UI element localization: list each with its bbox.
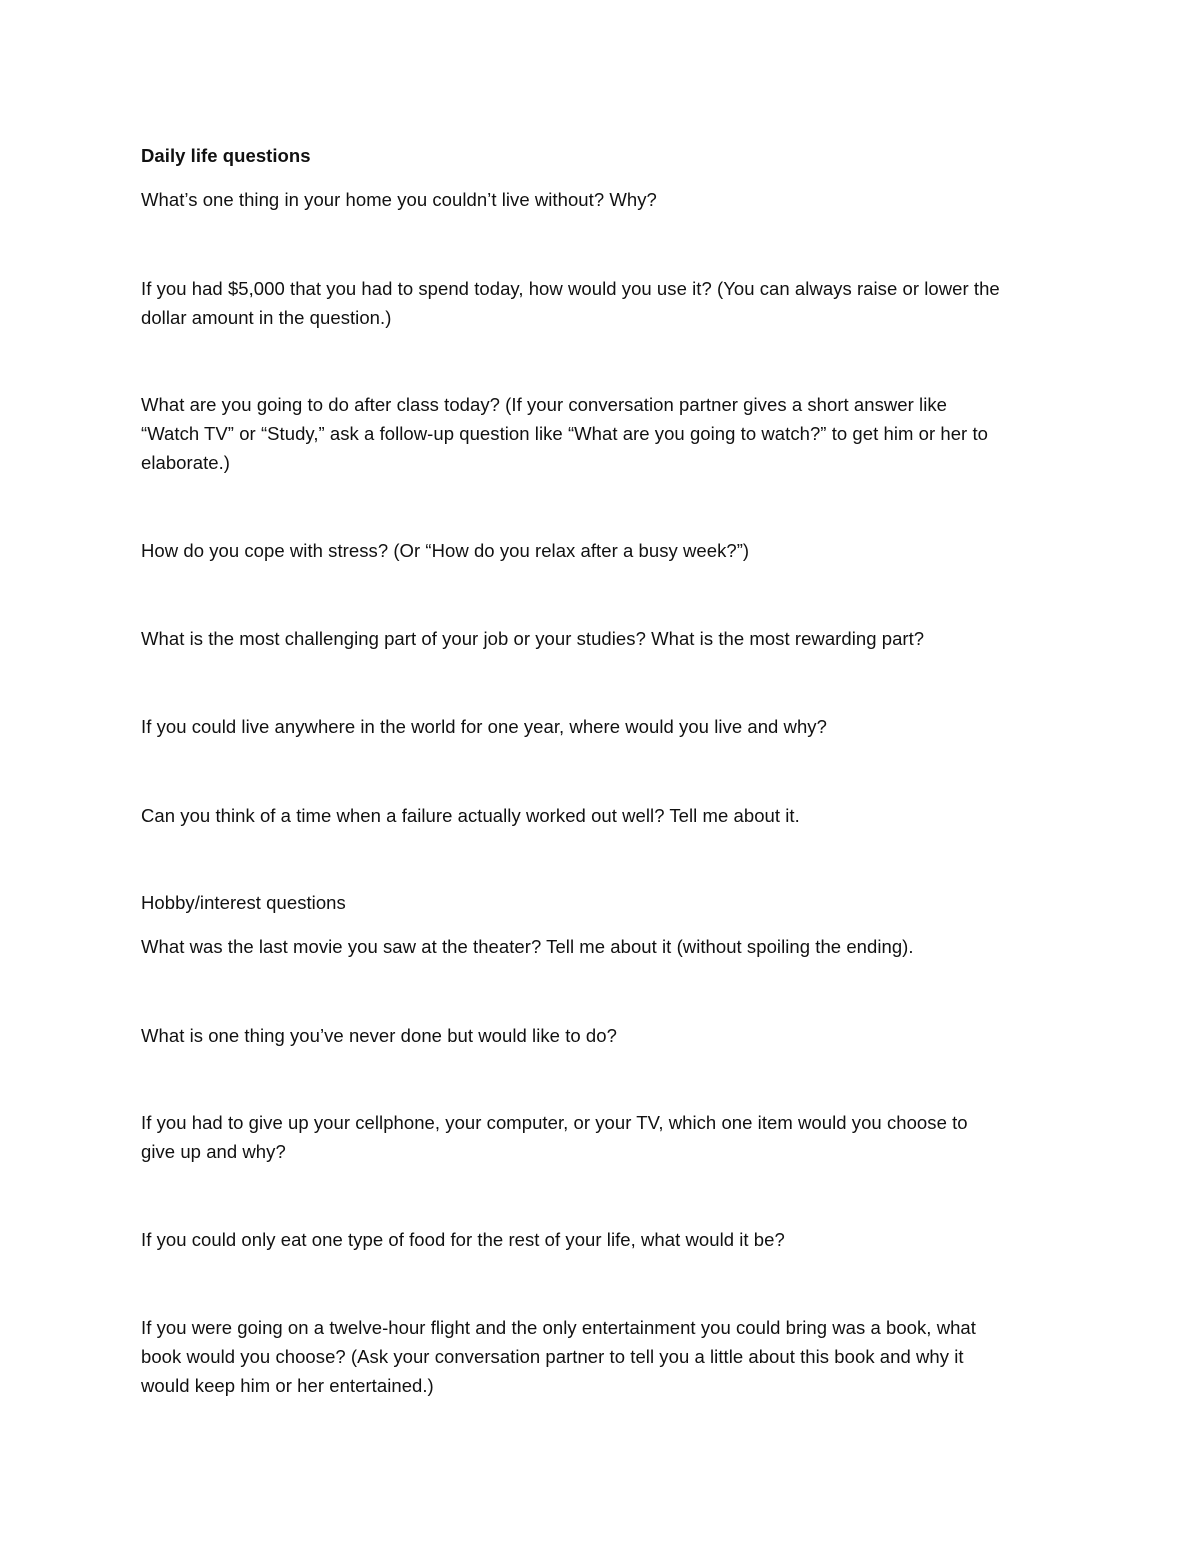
question-12-line-1: If you were going on a twelve-hour flight and the only entertainment you could bring was a book, what (141, 1317, 976, 1338)
question-6: If you could live anywhere in the world for one year, where would you live and why? (141, 716, 827, 737)
question-2-line-2: dollar amount in the question.) (141, 307, 392, 328)
question-10-line-2: give up and why? (141, 1141, 286, 1162)
question-12-line-3: would keep him or her entertained.) (141, 1375, 434, 1396)
question-4: How do you cope with stress? (Or “How do you relax after a busy week?”) (141, 540, 750, 561)
question-9: What is one thing you’ve never done but would like to do? (141, 1025, 617, 1046)
question-8: What was the last movie you saw at the theater? Tell me about it (without spoiling the ending). (141, 936, 914, 957)
section-heading-daily-life: Daily life questions (141, 145, 311, 166)
question-10-line-1: If you had to give up your cellphone, your computer, or your TV, which one item would you choose to (141, 1112, 968, 1133)
section-heading-hobby: Hobby/interest questions (141, 892, 346, 913)
question-11: If you could only eat one type of food for the rest of your life, what would it be? (141, 1229, 785, 1250)
question-3-line-3: elaborate.) (141, 452, 230, 473)
question-7: Can you think of a time when a failure actually worked out well? Tell me about it. (141, 805, 800, 826)
question-12-line-2: book would you choose? (Ask your conversation partner to tell you a little about this book and why it (141, 1346, 964, 1367)
question-3-line-2: “Watch TV” or “Study,” ask a follow-up question like “What are you going to watch?” to get him or her to (141, 423, 988, 444)
question-2-line-1: If you had $5,000 that you had to spend today, how would you use it? (You can always raise or lower the (141, 278, 1000, 299)
question-3-line-1: What are you going to do after class today? (If your conversation partner gives a short answer like (141, 394, 947, 415)
question-1: What’s one thing in your home you couldn’t live without? Why? (141, 189, 657, 210)
question-5: What is the most challenging part of your job or your studies? What is the most rewarding part? (141, 628, 925, 649)
